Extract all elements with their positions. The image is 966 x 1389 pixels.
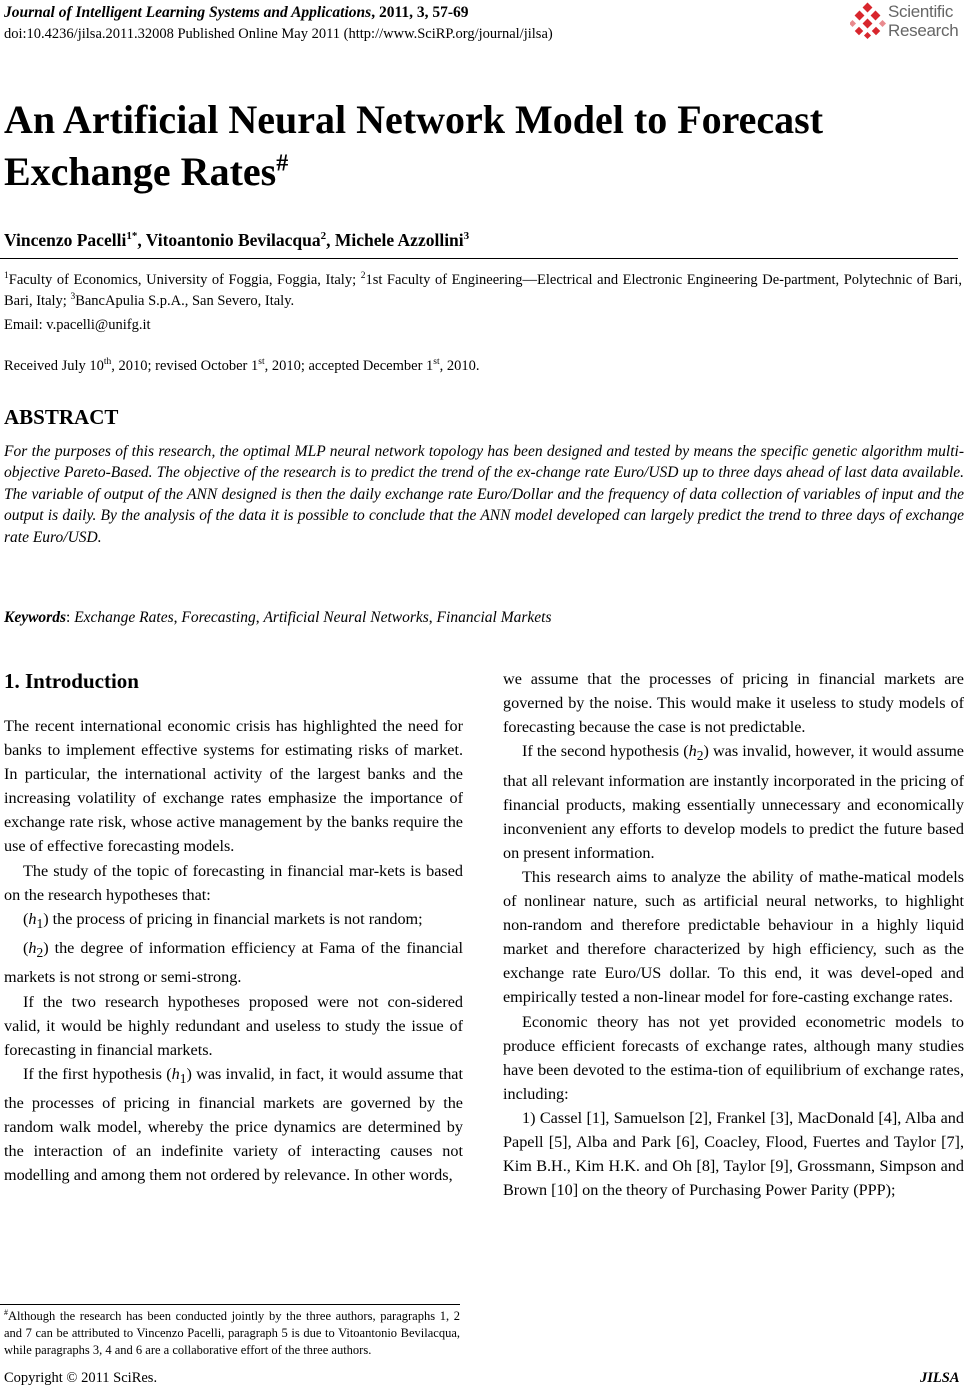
affil-mark: 3 — [70, 292, 76, 303]
copyright: Copyright © 2011 SciRes. — [4, 1370, 158, 1386]
hypothesis-index: 2 — [36, 945, 44, 961]
logo-text-line1: Scientific — [888, 2, 954, 21]
paper-title — [4, 94, 954, 198]
text-fragment: ) the degree of information efficiency at Fama of the financial markets is not strong or semi-strong. — [4, 939, 463, 987]
footnote — [4, 1308, 460, 1358]
footnote-text: Although the research has been conducted jointly by the three authors, paragraphs 1, 2 and 7 can be attributed to Vincenzo Pacelli, paragraph 5 is due to Vitoantonio Bevilacqua, while paragraphs 3, 4 and 6 are a collaborative effort of the three authors. — [4, 1309, 460, 1357]
keyword-separator: , — [173, 609, 182, 626]
paragraph — [4, 936, 463, 989]
paragraph: we assume that the processes of pricing in financial markets are governed by the noise. This would make it useless to study models of forecasting because the case is not predictable. — [503, 670, 964, 737]
keyword-separator: , — [428, 609, 437, 626]
author-affil-mark: 1* — [126, 230, 138, 243]
paragraph: If the two research hypotheses proposed were not con-sidered valid, it would be highly redundant and useless to study the issue of forecasting in financial markets. — [4, 992, 463, 1059]
revised-text: , 2010; revised October 1 — [111, 358, 259, 374]
paragraph: The study of the topic of forecasting in financial mar-kets is based on the research hypotheses that: — [4, 861, 463, 904]
hypothesis-symbol: h — [28, 939, 37, 958]
hypothesis-symbol: h — [171, 1064, 180, 1083]
keyword: Forecasting — [181, 609, 256, 626]
doi-line: doi:10.4236/jilsa.2011.32008 Published Online May 2011 (http://www.SciRP.org/journal/jilsa) — [4, 26, 553, 42]
text-fragment: ( — [23, 939, 29, 958]
title-line2: Exchange Rates — [4, 149, 277, 194]
hypothesis-index: 1 — [179, 1071, 187, 1087]
publisher-logo — [850, 2, 966, 44]
abstract-heading: ABSTRACT — [4, 405, 119, 429]
keyword: Exchange Rates — [74, 609, 174, 626]
text-fragment: If the second hypothesis ( — [522, 742, 689, 761]
section-heading: 1. Introduction — [4, 669, 139, 693]
keyword: Financial Markets — [436, 609, 552, 626]
text-fragment: ) was invalid, in fact, it would assume that the processes of pricing in financial markets are governed by the random walk model, whereby the price dynamics are determined by the interaction of an indefinite variety of interacting causes not modelling and among them not ordered by relevance. In other words, — [4, 1064, 463, 1185]
author-name: Michele Azzollini — [334, 230, 464, 250]
title-footnote-mark: # — [276, 150, 289, 177]
keyword: Artificial Neural Networks — [263, 609, 429, 626]
ordinal-suffix: th — [103, 357, 112, 368]
author-affil-mark: 3 — [463, 230, 470, 243]
keywords-label: Keywords — [4, 609, 66, 626]
paragraph: Economic theory has not yet provided econometric models to produce efficient forecasts of exchange rates, although many studies have been devoted to the estima-tion of equilibrium of exchange rates, including: — [503, 1012, 964, 1103]
scientific-research-logo-icon — [850, 2, 886, 40]
paragraph: The recent international economic crisis has highlighted the need for banks to implement effective systems for estimating risks of market. In particular, the international activity of the largest banks and the increasing volatility of exchange rates emphasize the importance of exchange rate risk, whose active management by the banks require the use of effective forecasting models. — [4, 717, 463, 856]
hypothesis-index: 2 — [696, 748, 704, 764]
keywords — [4, 607, 551, 629]
ordinal-suffix: st — [258, 357, 265, 368]
journal-abbreviation: JILSA — [920, 1370, 960, 1386]
logo-text-line2: Research — [888, 21, 959, 40]
received-dates — [4, 354, 480, 378]
right-column — [503, 667, 964, 1202]
paragraph — [4, 1062, 463, 1188]
hypothesis-index: 1 — [36, 915, 44, 931]
author-separator: , — [326, 230, 335, 250]
affil-mark: 1 — [4, 271, 9, 282]
header-divider — [0, 258, 958, 259]
text-fragment: ) was invalid, however, it would assume that all relevant information are instantly incorporated in the pricing of financial products, making essentially unnecessary and economically inconvenient any efforts to develop models to predict the future based on present information. — [503, 742, 964, 862]
paragraph — [4, 907, 463, 936]
left-column — [4, 714, 463, 1187]
keywords-colon: : — [66, 609, 75, 626]
paragraph: 1) Cassel [1], Samuelson [2], Frankel [3], MacDonald [4], Alba and Papell [5], Alba and Park [6], Coacley, Flood, Fuertes and Taylor [7], Kim B.H., Kim H.K. and Oh [8], Taylor [9], Grossmann, Simpson and Brown [10] on the theory of Purchasing Power Parity (PPP); — [503, 1108, 964, 1200]
text-fragment: If the first hypothesis ( — [23, 1064, 172, 1083]
affiliation-text: 1st Faculty of Engineering—Electrical and Electronic Engineering De-partment, Polytechnic of Bari, Bari, Italy; — [4, 272, 962, 309]
affil-mark: 2 — [360, 271, 366, 282]
received-year: , 2010. — [439, 358, 480, 374]
journal-name: Journal of Intelligent Learning Systems and Applications — [4, 4, 372, 21]
affiliation-text: Faculty of Economics, University of Foggia, Foggia, Italy; — [8, 272, 361, 288]
paragraph: This research aims to analyze the ability of mathe-matical models of nonlinear nature, such as artificial neural networks, to highlight non-random and therefore predictable behaviour in a highly liquid market and therefore characterized by high efficiency, such as the exchange rate Euro/US dollar. To this end, it was devel-oped and empirically tested a non-linear model for fore-casting exchange rates. — [503, 867, 964, 1007]
journal-volume: , 2011, 3, 57-69 — [371, 4, 469, 21]
footnote-mark: # — [4, 1307, 8, 1317]
author-affil-mark: 2 — [320, 230, 327, 243]
affiliations — [4, 270, 962, 312]
title-line1: An Artificial Neural Network Model to Forecast — [4, 97, 824, 142]
keyword-separator: , — [255, 609, 264, 626]
footnote-divider — [0, 1304, 460, 1305]
author-list — [4, 227, 469, 253]
paragraph — [503, 739, 964, 865]
ordinal-suffix: st — [433, 357, 440, 368]
affiliation-text: BancApulia S.p.A., San Severo, Italy. — [75, 293, 295, 309]
text-fragment: ) the process of pricing in financial markets is not random; — [43, 909, 423, 928]
author-name: Vincenzo Pacelli — [4, 230, 127, 250]
author-email: Email: v.pacelli@unifg.it — [4, 317, 151, 333]
received-text: Received July 10 — [4, 358, 104, 374]
text-fragment: ( — [23, 909, 29, 928]
logo-text — [888, 2, 958, 40]
hypothesis-symbol: h — [688, 742, 697, 761]
hypothesis-symbol: h — [28, 909, 37, 928]
author-name: Vitoantonio Bevilacqua — [145, 230, 321, 250]
abstract-text: For the purposes of this research, the optimal MLP neural network topology has been designed and tested by means the specific genetic algorithm multi-objective Pareto-Based. The objective of the research is to predict the trend of the ex-change rate Euro/USD up to three days ahead of last data available. The variable of output of the ANN designed is then the daily exchange rate Euro/Dollar and the frequency of data collection of variables of input and the output is daily. By the analysis of the data it is possible to conclude that the ANN model developed can largely predict the trend to three days of exchange rate Euro/USD. — [4, 443, 964, 546]
journal-citation — [4, 3, 469, 23]
author-separator: , — [137, 230, 146, 250]
accepted-text: , 2010; accepted December 1 — [264, 358, 434, 374]
